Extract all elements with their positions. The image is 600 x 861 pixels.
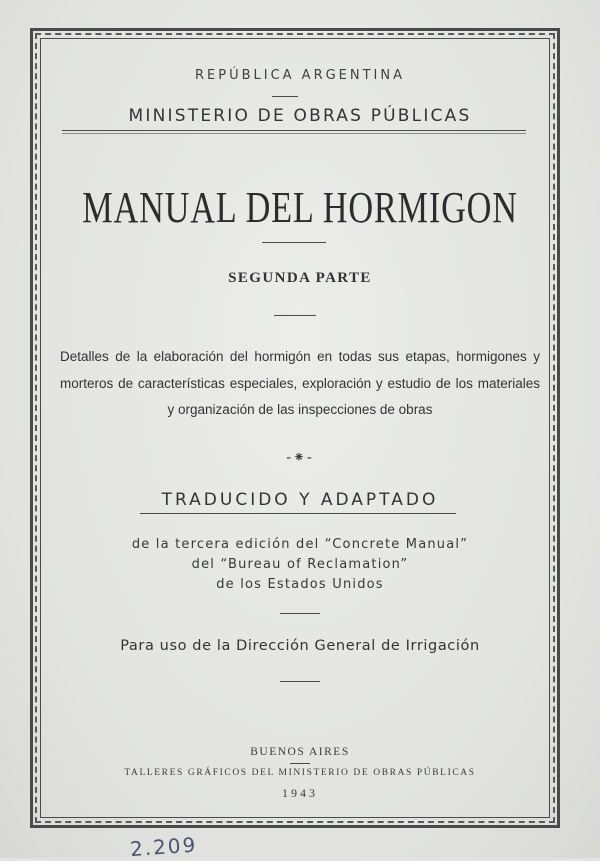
country-name: REPÚBLICA ARGENTINA [194, 68, 406, 83]
divider [274, 315, 316, 316]
handwritten-note: 2.209 [129, 832, 199, 861]
inner-border [40, 38, 550, 818]
translation-line: de la tercera edición del “Concrete Manual” [131, 537, 469, 552]
book-part: SEGUNDA PARTE [228, 270, 372, 286]
book-description: Detalles de la elaboración del hormigón en todas sus etapas, hormigones y morteros de características especiales, exploración y estudio de los materiales y organización de las inspecciones de obras [60, 349, 540, 417]
translation-rule [140, 513, 456, 514]
imprint-year: 1943 [282, 786, 318, 800]
header-rule [62, 130, 526, 131]
ornament: -⁕- [286, 450, 314, 466]
ministry-name: MINISTERIO DE OBRAS PÚBLICAS [128, 106, 472, 126]
header-rule-shadow [62, 133, 526, 134]
imprint-city: BUENOS AIRES [250, 746, 350, 758]
book-title: MANUAL DEL HORMIGON [82, 183, 518, 232]
divider [290, 763, 310, 764]
divider [262, 242, 326, 243]
divider [272, 96, 298, 97]
usage-note: Para uso de la Dirección General de Irrigación [120, 638, 480, 654]
translation-line: del “Bureau of Reclamation” [191, 557, 409, 572]
translation-line: de los Estados Unidos [216, 577, 384, 592]
divider [280, 681, 320, 682]
translation-heading: TRADUCIDO Y ADAPTADO [161, 490, 439, 510]
divider [280, 613, 320, 614]
imprint-printer: TALLERES GRÁFICOS DEL MINISTERIO DE OBRAS PÚBLICAS [124, 768, 476, 778]
